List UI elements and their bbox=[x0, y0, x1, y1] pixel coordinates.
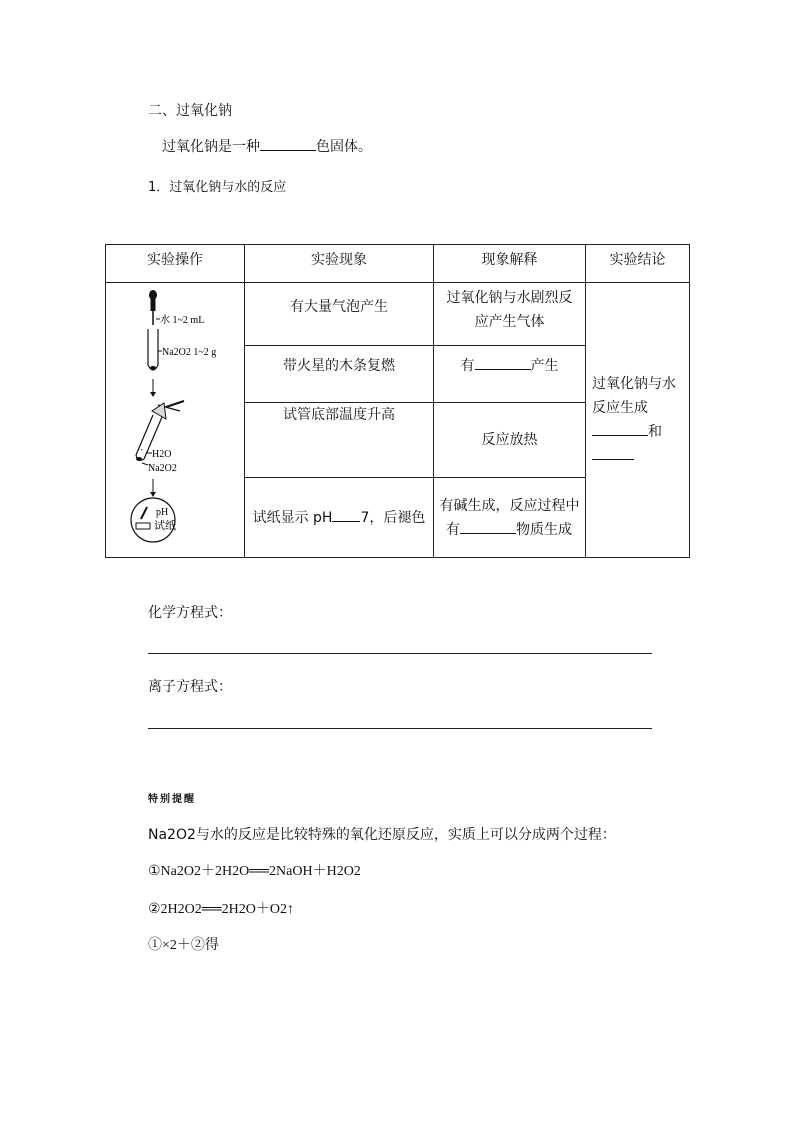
table-header-row bbox=[106, 245, 690, 283]
tip-text: Na2O2与水的反应是比较特殊的氧化还原反应，实质上可以分成两个过程： bbox=[148, 827, 616, 843]
explanation-4-after: 物质生成 bbox=[516, 521, 572, 538]
subsection-title: 1．过氧化钠与水的反应 bbox=[148, 180, 287, 195]
gas-blank[interactable] bbox=[475, 355, 531, 370]
explanation-4-before: 有 bbox=[446, 521, 460, 538]
tip-title: 特别提醒 bbox=[148, 794, 196, 805]
header-conclusion: 实验结论 bbox=[586, 245, 690, 283]
explanation-1-text: 过氧化钠与水剧烈反应产生气体 bbox=[446, 290, 573, 330]
phenomenon-4-before: 试纸显示 pH bbox=[252, 509, 333, 526]
explanation-3: 反应放热 bbox=[434, 403, 586, 478]
conclusion-blank-1[interactable] bbox=[592, 421, 648, 436]
phenomenon-4 bbox=[245, 478, 434, 558]
intro-text-after: 色固体。 bbox=[316, 139, 372, 155]
conclusion-line1: 过氧化钠与水 bbox=[592, 376, 676, 392]
equation-3: ①×2＋②得 bbox=[148, 938, 219, 953]
ph-label: pH bbox=[156, 507, 169, 518]
ion-eq-label: 离子方程式： bbox=[148, 679, 232, 695]
ion-eq-answer-line[interactable] bbox=[148, 728, 652, 729]
explanation-2-before: 有 bbox=[460, 358, 475, 374]
h2o-label: H2O bbox=[152, 449, 172, 460]
header-explanation: 现象解释 bbox=[434, 245, 586, 283]
header-phenomenon: 实验现象 bbox=[245, 245, 434, 283]
test-tube-icon bbox=[148, 329, 158, 370]
chem-eq-label: 化学方程式： bbox=[148, 605, 232, 621]
explanation-4-line2 bbox=[434, 518, 585, 542]
header-operation: 实验操作 bbox=[106, 245, 245, 283]
chem-eq-answer-line[interactable] bbox=[148, 653, 652, 654]
equation-1: ①Na2O2＋2H2O══2NaOH＋H2O2 bbox=[148, 864, 361, 879]
dropper-icon bbox=[149, 290, 157, 325]
equation-2: ②2H2O2══2H2O＋O2↑ bbox=[148, 902, 294, 917]
arrow-down-icon bbox=[150, 479, 156, 497]
paper-label: 试纸 bbox=[154, 519, 176, 532]
conclusion-line2: 反应生成 bbox=[592, 400, 648, 416]
arrow-down-icon bbox=[150, 379, 156, 397]
na2o2-label: Na2O2 1~2 g bbox=[162, 347, 217, 358]
experiment-table bbox=[105, 244, 690, 558]
explanation-4-line1: 有碱生成，反应过程中 bbox=[439, 497, 580, 514]
conclusion-and: 和 bbox=[648, 424, 662, 440]
explanation-1 bbox=[434, 283, 586, 346]
section-title: 二、过氧化钠 bbox=[148, 103, 232, 119]
explanation-2-after: 产生 bbox=[530, 358, 559, 374]
phenomenon-2: 带火星的木条复燃 bbox=[245, 346, 434, 403]
phenomenon-1: 有大量气泡产生 bbox=[245, 283, 434, 346]
substance-blank[interactable] bbox=[460, 519, 516, 534]
experiment-diagram bbox=[106, 283, 245, 557]
phenomenon-3: 试管底部温度升高 bbox=[245, 403, 434, 478]
color-blank[interactable] bbox=[260, 136, 316, 151]
water-label: 水 1~2 mL bbox=[160, 315, 205, 326]
phenomenon-4-after: 7，后褪色 bbox=[360, 509, 426, 526]
conclusion-cell bbox=[586, 283, 690, 558]
explanation-4 bbox=[434, 478, 586, 558]
explanation-2 bbox=[434, 346, 586, 403]
conclusion-line3 bbox=[592, 420, 689, 444]
table-row bbox=[106, 283, 690, 346]
na2o2-label-2: Na2O2 bbox=[148, 463, 177, 474]
experiment-diagram-cell bbox=[106, 283, 245, 558]
intro-sentence bbox=[162, 136, 372, 156]
ph-blank[interactable] bbox=[332, 507, 360, 522]
conclusion-blank-2[interactable] bbox=[592, 445, 634, 460]
intro-text-before: 过氧化钠是一种 bbox=[162, 139, 260, 155]
conclusion-line4 bbox=[592, 444, 689, 468]
